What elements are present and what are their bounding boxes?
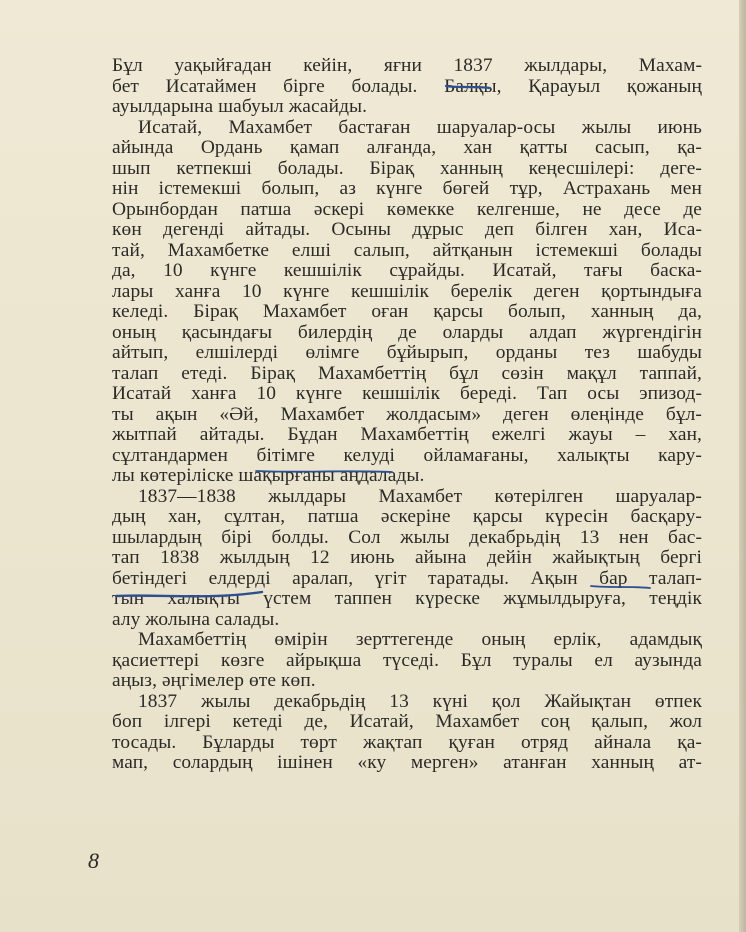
body-text <box>112 56 702 774</box>
text-line: тай, Махамбетке елші салып, айтқанын істемекші болады <box>112 239 702 261</box>
text-line: бет Исатаймен бірге болады. Балқы, Қарауыл қожаның <box>112 75 702 97</box>
text-line: 1837 жылы декабрьдің 13 күні қол Жайықтан өтпек <box>138 690 702 712</box>
text-line: ты ақын «Әй, Махамбет жолдасым» деген өлеңінде бұл- <box>112 403 702 425</box>
text-line: бетіндегі елдерді аралап, үгіт таратады. Ақын бар талап- <box>112 567 702 589</box>
text-line: айында Ордань қамап алғанда, хан қатты сасып, қа- <box>112 137 702 158</box>
text-line: алу жолына салады. <box>112 608 280 630</box>
page-number: 8 <box>88 848 99 873</box>
text-line: тап 1838 жылдың 12 июнь айына дейін жайықтың бергі <box>112 547 702 568</box>
text-line: да, 10 күнге кешшілік сұрайды. Исатай, тағы баска- <box>112 260 702 281</box>
text-line: 1837—1838 жылдары Махамбет көтерілген шаруалар- <box>138 485 702 507</box>
text-line: лы көтеріліске шақырғаны аңдалады. <box>112 465 425 486</box>
text-line: Исатай, Махамбет бастаған шаруалар-осы жылы июнь <box>138 116 702 138</box>
page-edge-shadow <box>739 0 746 932</box>
text-line: сұлтандармен бітімге келуді ойламағаны, халықты кару- <box>112 444 702 466</box>
text-line: мап, солардың ішінен «ку мерген» атанған ханның ат- <box>112 752 702 773</box>
text-line: боп ілгері кетеді де, Исатай, Махамбет соң қалып, жол <box>112 711 702 732</box>
text-line: айтып, елшілерді өлімге бұйырып, орданы тез шабуды <box>112 342 702 363</box>
text-line: көн дегенді айтады. Осыны дұрыс деп білген хан, Иса- <box>112 219 702 240</box>
text-line: тын халықты үстем таппен күреске жұмылдыруға, теңдік <box>112 588 702 609</box>
text-line: талап етеді. Бірақ Махамбеттің бұл сөзін мақұл таппай, <box>112 362 702 384</box>
text-line: Орынбордан патша әскері көмекке келгенше, не десе де <box>112 198 702 220</box>
text-line: нін істемекші болып, аз күнге бөгей тұр, Астрахань мен <box>112 178 702 199</box>
text-line: Махамбеттің өмірін зерттегенде оның ерлік, адамдық <box>138 629 702 650</box>
text-line: шылардың бірі болды. Сол жылы декабрьдің 13 нен бас- <box>112 526 702 548</box>
text-line: келеді. Бірақ Махамбет оған қарсы болып, ханның да, <box>112 301 702 322</box>
text-line: аңыз, әңгімелер өте көп. <box>112 670 316 691</box>
text-line: тосады. Бұларды төрт жақтап қуған отряд айнала қа- <box>112 731 702 753</box>
text-line: жытпай айтады. Бұдан Махамбеттің ежелгі жауы – хан, <box>112 424 702 445</box>
text-line: шып кетпекші болады. Бірақ ханның кеңесшілері: деге- <box>112 157 702 179</box>
text-line: Исатай ханға 10 күнге кешшілік береді. Тап осы эпизод- <box>112 383 702 404</box>
text-line: ауылдарына шабуыл жасайды. <box>112 96 368 117</box>
text-line: лары ханға 10 күнге кешшілік берелік деген қортындыға <box>112 280 702 302</box>
text-line: Бұл уақыйғадан кейін, яғни 1837 жылдары, Махам- <box>112 55 702 76</box>
text-line: дың хан, сұлтан, патша әскеріне қарсы күресін басқару- <box>112 506 702 527</box>
text-line: қасиеттері көзге айрықша түседі. Бұл туралы ел аузында <box>112 649 702 671</box>
text-line: оның қасындағы билердің де оларды алдап жүргендігін <box>112 321 702 343</box>
